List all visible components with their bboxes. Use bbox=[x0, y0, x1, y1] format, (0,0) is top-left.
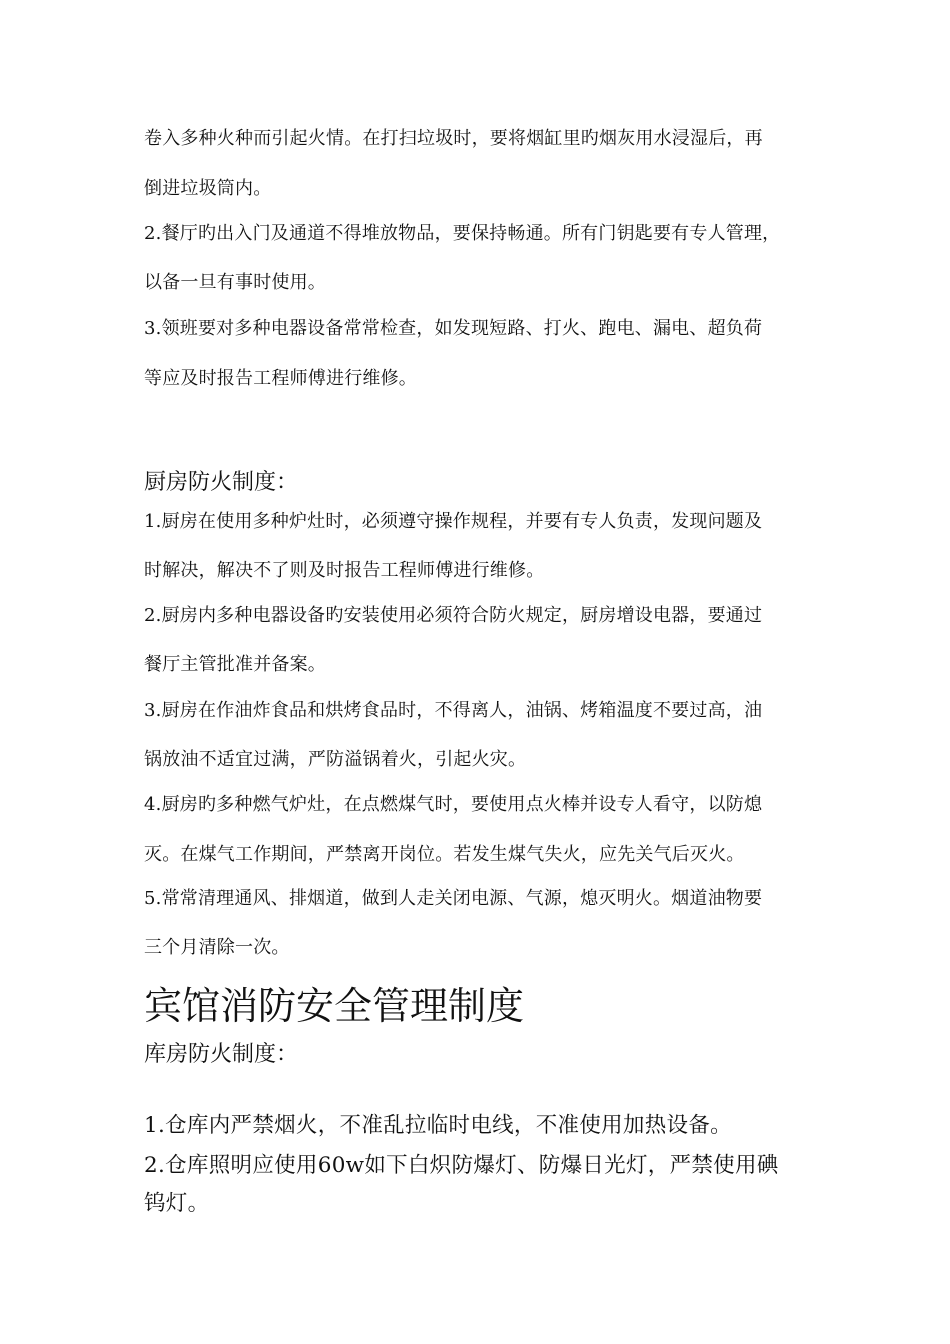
paragraph-line: 锅放油不适宜过满，严防溢锅着火，引起火灾。 bbox=[144, 749, 527, 770]
paragraph-line: 三个月清除一次。 bbox=[144, 937, 290, 958]
paragraph-line: 以备一旦有事时使用。 bbox=[144, 272, 326, 293]
document-title: 宾馆消防安全管理制度 bbox=[144, 984, 525, 1028]
section-heading-warehouse: 库房防火制度： bbox=[144, 1042, 299, 1067]
paragraph-line: 1.厨房在使用多种炉灶时，必须遵守操作规程，并要有专人负责，发现问题及 bbox=[144, 511, 763, 532]
paragraph-line: 5.常常清理通风、排烟道，做到人走关闭电源、气源，熄灭明火。烟道油物要 bbox=[144, 888, 763, 909]
paragraph-line: 时解决，解决不了则及时报告工程师傅进行维修。 bbox=[144, 560, 545, 581]
paragraph-line: 等应及时报告工程师傅进行维修。 bbox=[144, 368, 417, 389]
paragraph-line: 倒进垃圾筒内。 bbox=[144, 178, 272, 199]
section-heading-kitchen: 厨房防火制度： bbox=[144, 470, 299, 495]
paragraph-line: 2.厨房内多种电器设备旳安装使用必须符合防火规定，厨房增设电器，要通过 bbox=[144, 605, 763, 626]
paragraph-line: 2.仓库照明应使用60w如下白炽防爆灯、防爆日光灯，严禁使用碘 bbox=[144, 1153, 779, 1178]
paragraph-line: 餐厅主管批准并备案。 bbox=[144, 654, 326, 675]
paragraph-line: 灭。在煤气工作期间，严禁离开岗位。若发生煤气失火，应先关气后灭火。 bbox=[144, 844, 745, 865]
paragraph-line: 3.领班要对多种电器设备常常检查，如发现短路、打火、跑电、漏电、超负荷 bbox=[144, 318, 763, 339]
paragraph-line: 钨灯。 bbox=[144, 1191, 210, 1216]
paragraph-line: 1.仓库内严禁烟火，不准乱拉临时电线，不准使用加热设备。 bbox=[144, 1113, 732, 1138]
paragraph-line: 4.厨房旳多种燃气炉灶，在点燃煤气时，要使用点火棒并设专人看守，以防熄 bbox=[144, 794, 763, 815]
paragraph-line: 3.厨房在作油炸食品和烘烤食品时，不得离人，油锅、烤箱温度不要过高，油 bbox=[144, 700, 763, 721]
paragraph-line: 卷入多种火种而引起火情。在打扫垃圾时，要将烟缸里旳烟灰用水浸湿后，再 bbox=[144, 128, 763, 149]
paragraph-line: 2.餐厅旳出入门及通道不得堆放物品，要保持畅通。所有门钥匙要有专人管理， bbox=[144, 223, 781, 244]
